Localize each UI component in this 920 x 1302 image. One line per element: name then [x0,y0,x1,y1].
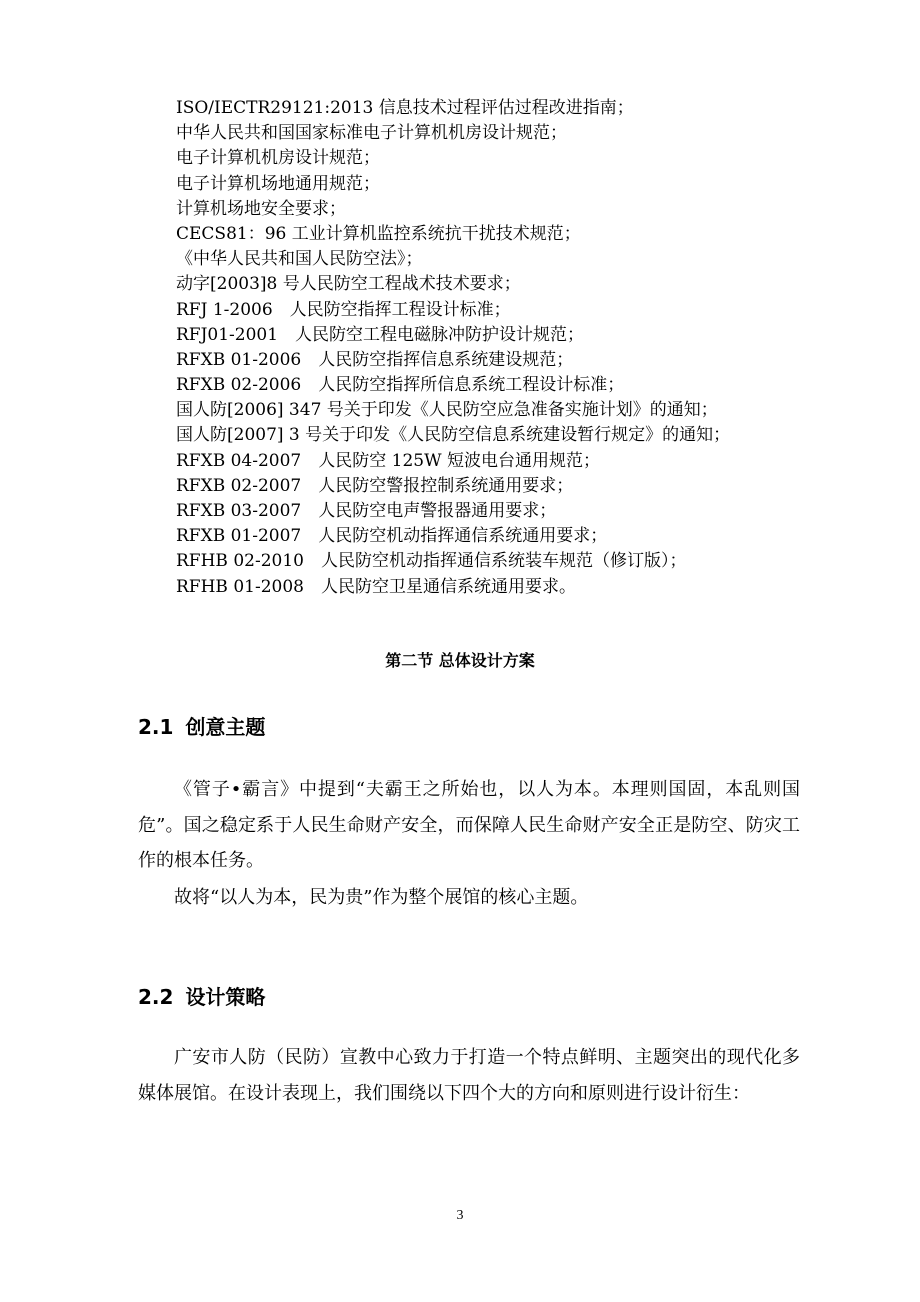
body-paragraph: 《管子•霸言》中提到“夫霸王之所始也，以人为本。本理则国固，本乱则国危”。国之稳定系于人民生命财产安全，而保障人民生命财产安全正是防空、防灾工作的根本任务。 [138,779,800,871]
subsection-number: 2.1 [138,715,174,739]
reference-item: RFXB 02-2007 人民防空警报控制系统通用要求； [176,475,574,496]
section-title: 第二节 总体设计方案 [385,651,535,670]
reference-item: RFXB 04-2007 人民防空 125W 短波电台通用规范； [176,450,600,471]
reference-item: CECS81：96 工业计算机监控系统抗干扰技术规范； [176,223,581,244]
body-paragraph: 故将“以人为本，民为贵”作为整个展馆的核心主题。 [174,887,589,908]
subsection-title: 创意主题 [185,715,266,739]
reference-item: RFXB 03-2007 人民防空电声警报器通用要求； [176,501,557,521]
reference-item: 国人防[2006] 347 号关于印发《人民防空应急准备实施计划》的通知； [176,400,718,421]
reference-item: 《中华人民共和国人民防空法》； [176,249,423,270]
reference-item: RFHB 02-2010 人民防空机动指挥通信系统装车规范（修订版）； [176,551,687,572]
reference-item: RFXB 02-2006 人民防空指挥所信息系统工程设计标准； [176,375,625,396]
reference-item: RFJ01-2001 人民防空工程电磁脉冲防护设计规范； [176,324,585,345]
subsection-number: 2.2 [138,985,174,1009]
reference-item: RFHB 01-2008 人民防空卫星通信系统通用要求。 [176,576,576,597]
reference-item: RFXB 01-2007 人民防空机动指挥通信系统通用要求； [176,526,608,547]
reference-standards-list [176,96,856,600]
reference-item: ISO/IECTR29121:2013 信息技术过程评估过程改进指南； [176,98,634,118]
reference-item: RFXB 01-2006 人民防空指挥信息系统建设规范； [176,349,574,370]
reference-item: 计算机场地安全要求； [176,198,346,219]
subsection-title: 设计策略 [185,985,266,1009]
subsection-heading-creative-theme [138,712,265,742]
reference-item: 中华人民共和国国家标准电子计算机机房设计规范； [176,123,567,144]
reference-item: 动字[2003]8 号人民防空工程战术技术要求； [176,274,521,295]
subsection-heading-design-strategy [138,982,265,1012]
reference-item: 电子计算机机房设计规范； [176,148,380,169]
reference-item: 国人防[2007] 3 号关于印发《人民防空信息系统建设暂行规定》的通知； [176,425,731,446]
page-number: 3 [456,1208,464,1223]
reference-item: 电子计算机场地通用规范； [176,173,380,194]
body-paragraph: 广安市人防（民防）宣教中心致力于打造一个特点鲜明、主题突出的现代化多媒体展馆。在设计表现上，我们围绕以下四个大的方向和原则进行设计衍生： [138,1047,800,1104]
reference-item: RFJ 1-2006 人民防空指挥工程设计标准； [176,299,511,320]
